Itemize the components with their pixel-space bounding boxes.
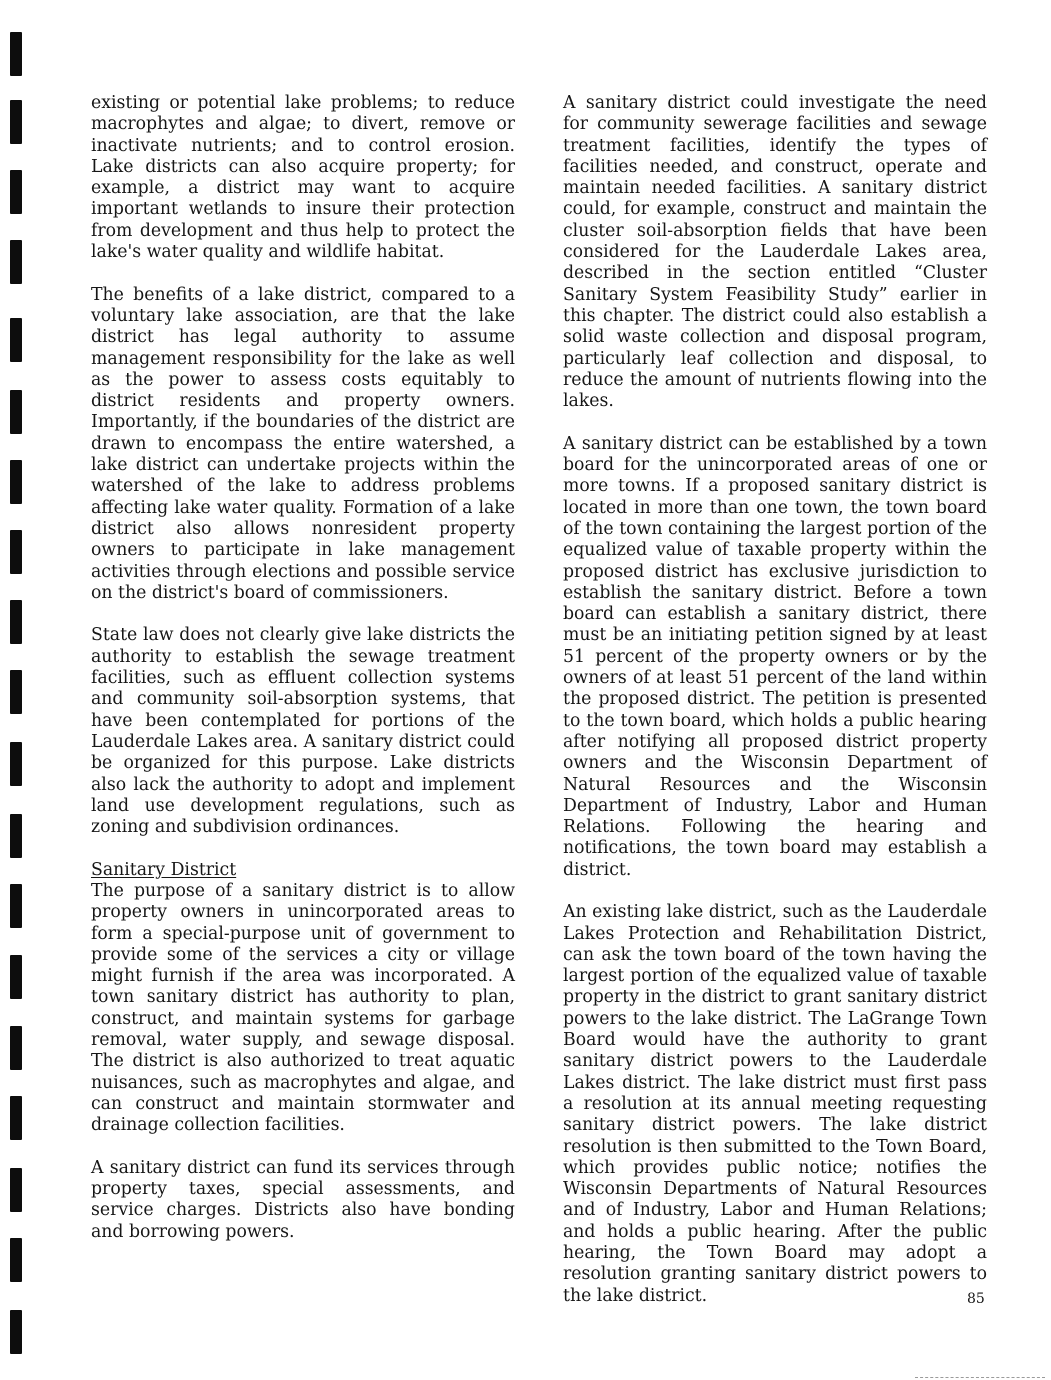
binder-hole (10, 530, 22, 574)
section-heading-container (91, 860, 515, 881)
binder-hole (10, 814, 22, 858)
page-number: 85 (967, 1291, 985, 1307)
paragraph: A sanitary district could investigate the need for community sewerage facilities and sewage treatment facilities, identify the types of facilities needed, and construct, operate and maintain needed facilities. A sanitary district could, for example, construct and maintain the cluster soil-absorption fields that have been considered for the Lauderdale Lakes area, described in the section entitled “Cluster Sanitary System Feasibility Study” earlier in this chapter. The district could also establish a solid waste collection and disposal program, particularly leaf collection and disposal, to reduce the amount of nutrients flowing into the lakes. (563, 93, 987, 412)
binder-hole (10, 670, 22, 714)
binder-hole (10, 1168, 22, 1212)
binder-hole (10, 170, 22, 214)
paragraph: existing or potential lake problems; to reduce macrophytes and algae; to divert, remove or inactivate nutrients; and to control erosion. Lake districts can also acquire property; for example, a district may want to acquire important wetlands to insure their protection from development and thus help to protect the lake's water quality and wildlife habitat. (91, 93, 515, 263)
binder-hole (10, 1238, 22, 1282)
right-column (563, 93, 987, 1307)
paragraph: A sanitary district can be established by a town board for the unincorporated areas of one or more towns. If a proposed sanitary district is located in more than one town, the town board of the town containing the largest portion of the equalized value of taxable property within the proposed district has exclusive jurisdiction to establish the sanitary district. Before a town board can establish a sanitary district, there must be an initiating petition signed by at least 51 percent of the property owners or by the owners of at least 51 percent of the land within the proposed district. The petition is presented to the town board, which holds a public hearing after notifying all proposed district property owners and the Wisconsin Department of Natural Resources and the Wisconsin Department of Industry, Labor and Human Relations. Following the hearing and notifications, the town board may establish a district. (563, 433, 987, 880)
section-heading: Sanitary District (91, 859, 237, 880)
binder-hole (10, 318, 22, 362)
left-column (91, 93, 515, 1243)
binder-hole (10, 100, 22, 144)
paragraph: The benefits of a lake district, compared to a voluntary lake association, are that the lake district has legal authority to assume management responsibility for the lake as well as the power to assess costs equitably to district residents and property owners. Importantly, if the boundaries of the district are drawn to encompass the entire watershed, a lake district can undertake projects within the watershed of the lake to address problems affecting lake water quality. Formation of a lake district also allows nonresident property owners to participate in lake management activities through elections and possible service on the district's board of commissioners. (91, 284, 515, 603)
paragraph: The purpose of a sanitary district is to allow property owners in unincorporated areas to form a special-purpose unit of government to provide some of the services a city or village might furnish if the area was incorporated. A town sanitary district has authority to plan, construct, and maintain systems for garbage removal, water supply, and sewage disposal. The district is also authorized to treat aquatic nuisances, such as macrophytes and algae, and can construct and maintain stormwater and drainage collection facilities. (91, 880, 515, 1136)
binder-hole (10, 1026, 22, 1070)
binder-hole (10, 32, 22, 76)
binder-holes (10, 0, 22, 1380)
binder-hole (10, 240, 22, 284)
binder-hole (10, 460, 22, 504)
binder-hole (10, 742, 22, 786)
binder-hole (10, 884, 22, 928)
paragraph: An existing lake district, such as the Lauderdale Lakes Protection and Rehabilitation District, can ask the town board of the town having the largest portion of the equalized value of taxable property in the district to grant sanitary district powers to the lake district. The LaGrange Town Board would have the authority to grant sanitary district powers to the Lauderdale Lakes district. The lake district must first pass a resolution at its annual meeting requesting sanitary district powers. The lake district resolution is then submitted to the Town Board, which provides public notice; notifies the Wisconsin Departments of Natural Resources and of Industry, Labor and Human Relations; and holds a public hearing. After the public hearing, the Town Board may adopt a resolution granting sanitary district powers to the lake district. (563, 902, 987, 1306)
binder-hole (10, 1096, 22, 1140)
binder-hole (10, 600, 22, 644)
paragraph: A sanitary district can fund its services through property taxes, special assessments, and service charges. Districts also have bonding and borrowing powers. (91, 1157, 515, 1242)
binder-hole (10, 1310, 22, 1354)
binder-hole (10, 390, 22, 434)
paragraph: State law does not clearly give lake districts the authority to establish the sewage treatment facilities, such as effluent collection systems and community soil-absorption systems, that have been contemplated for portions of the Lauderdale Lakes area. A sanitary district could be organized for this purpose. Lake districts also lack the authority to adopt and implement land use development regulations, such as zoning and subdivision ordinances. (91, 625, 515, 838)
binder-hole (10, 955, 22, 999)
